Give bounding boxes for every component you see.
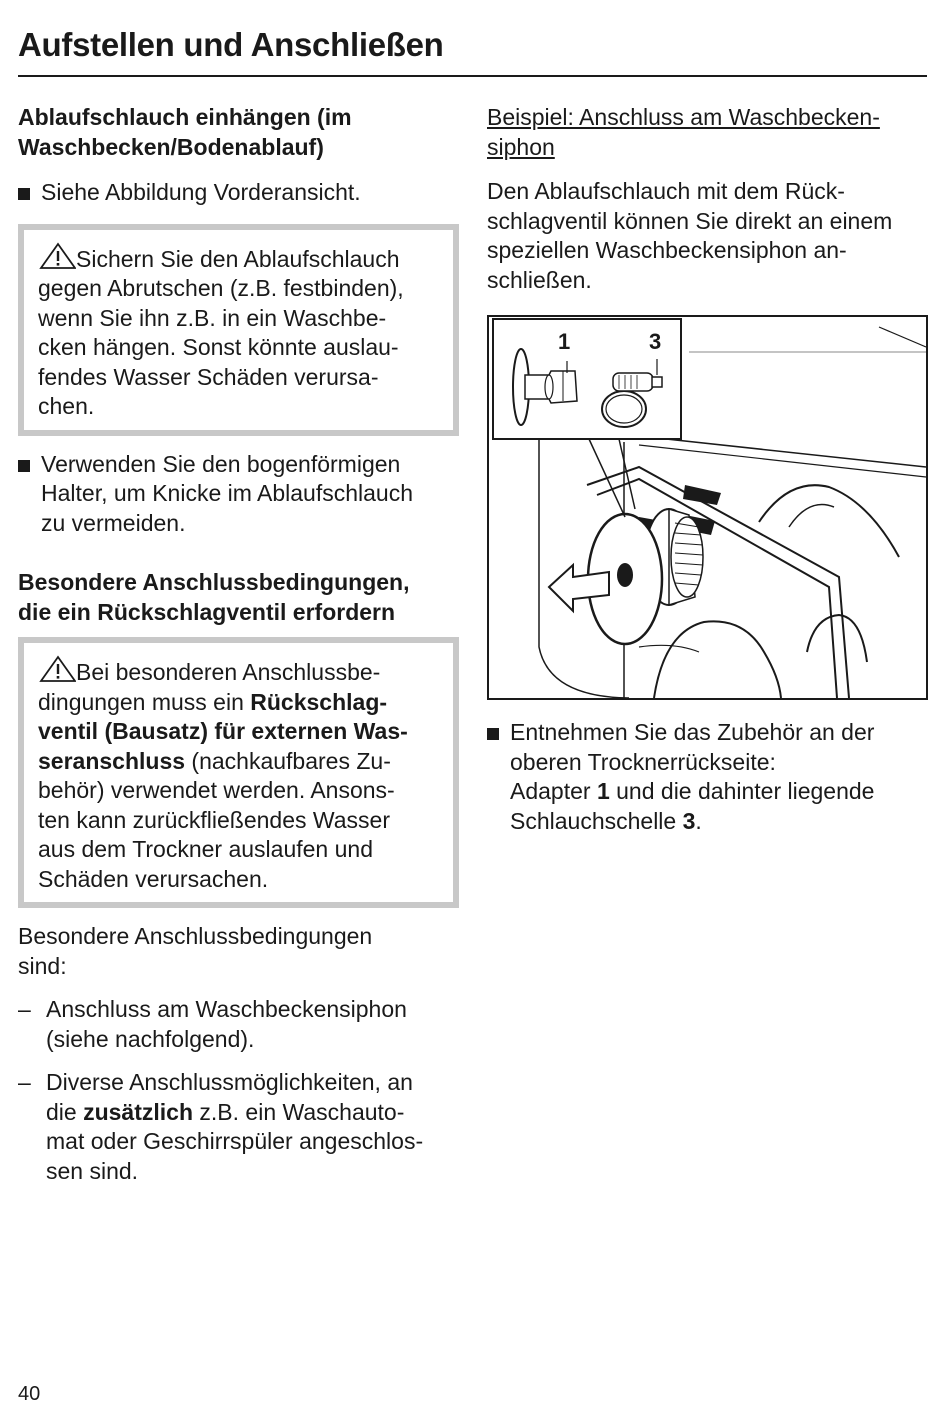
dash-marker: – (18, 996, 31, 1022)
warning-box: Bei besonderen Anschlussbe- dingungen muss ein Rückschlag- ventil (Bausatz) für externen Was- seranschluss (nachkaufbares Zu- behör) verwendet werden. Ansons- ten kann zurückfließendes Wasser aus dem Trockner auslaufen und Schäden verursachen. (18, 637, 459, 908)
installation-figure (487, 315, 928, 700)
page-number: 40 (18, 1383, 41, 1405)
list-item: – Anschluss am Waschbeckensiphon (siehe nachfolgend). (18, 996, 407, 1052)
warning-triangle-icon (38, 655, 76, 683)
page-title: Aufstellen und Anschließen (18, 26, 444, 63)
list-item: – Diverse Anschlussmöglichkeiten, an die zusätzlich z.B. ein Waschauto- mat oder Geschirrspüler angeschlos- sen sind. (18, 1069, 424, 1184)
bullet-square-icon (18, 460, 30, 472)
list-item: Entnehmen Sie das Zubehör an der oberen Trocknerrückseite: Adapter 1 und die dahinter liegende Schlauchschelle 3. (487, 718, 927, 836)
example-heading: Beispiel: Anschluss am Waschbecken- siphon (487, 104, 880, 160)
paragraph-conditions: Besondere Anschlussbedingungen sind: (18, 923, 373, 979)
bullet-square-icon (18, 188, 30, 200)
warning-triangle-icon (38, 242, 76, 270)
list-item: Verwenden Sie den bogenförmigen Halter, um Knicke im Ablaufschlauch zu vermeiden. (18, 450, 458, 539)
bullet-square-icon (487, 728, 499, 740)
figure-label-adapter: 1 (558, 329, 571, 354)
section-heading-drain-hose: Ablaufschlauch einhängen (im Waschbecken/Bodenablauf) (18, 104, 352, 160)
section-heading-check-valve: Besondere Anschlussbedingungen, die ein Rückschlagventil erfordern (18, 569, 410, 625)
paragraph-siphon: Den Ablaufschlauch mit dem Rück- schlagventil können Sie direkt an einem speziellen Waschbeckensiphon an- schließen. (487, 178, 893, 293)
title-rule (18, 75, 927, 77)
dash-marker: – (18, 1069, 31, 1095)
left-column (18, 103, 458, 1186)
warning-box: Sichern Sie den Ablaufschlauch gegen Abrutschen (z.B. festbinden), wenn Sie ihn z.B. in ein Waschbe- cken hängen. Sonst könnte auslau- fendes Wasser Schäden verursa- chen. (18, 224, 459, 436)
list-item: Siehe Abbildung Vorderansicht. (18, 178, 458, 208)
right-column (487, 103, 927, 836)
figure-drawing (489, 317, 926, 698)
figure-label-hose-clamp: 3 (649, 329, 662, 354)
